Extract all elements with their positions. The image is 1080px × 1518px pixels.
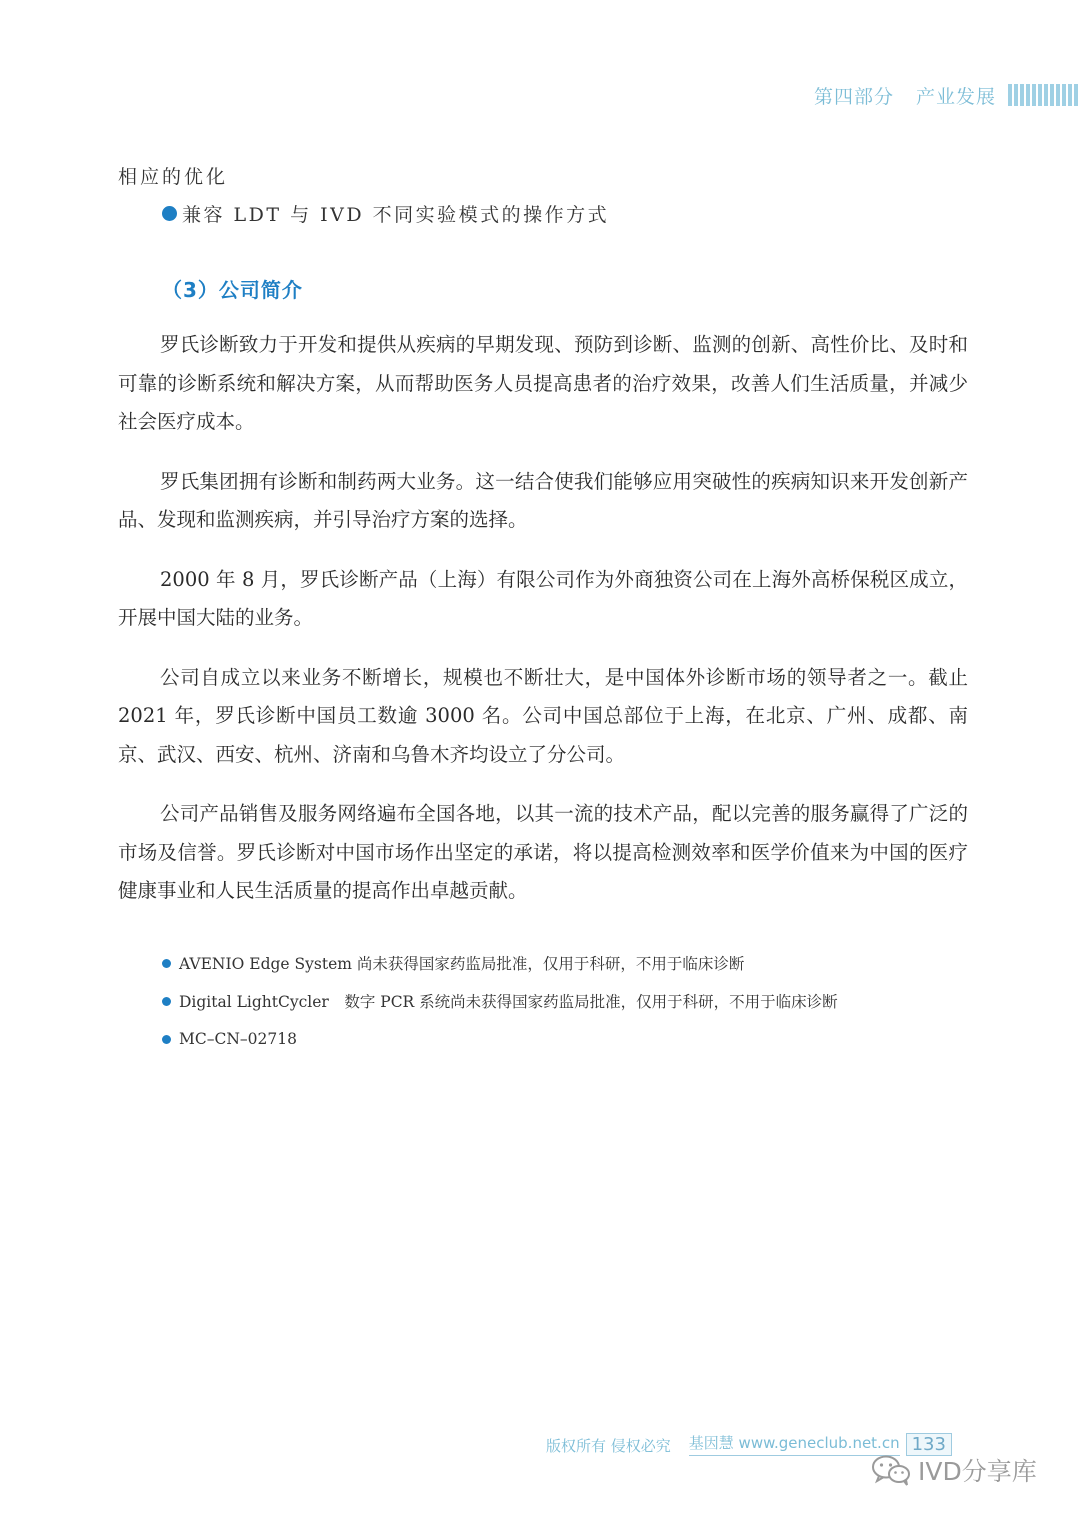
bullet-dot-icon <box>162 206 177 221</box>
footnote-text: Digital LightCycler 数字 PCR 系统尚未获得国家药监局批准，仅用于科研，不用于临床诊断 <box>179 993 838 1011</box>
footnote-item <box>162 944 838 982</box>
bullet-dot-icon <box>162 997 171 1006</box>
body-text <box>118 326 968 932</box>
watermark-text: IVD分享库 <box>918 1457 1037 1486</box>
footer-copyright: 版权所有 侵权必究 <box>546 1437 671 1455</box>
header-part: 第四部分 <box>813 85 894 108</box>
continued-fragment: 相应的优化 <box>118 166 229 188</box>
wechat-icon <box>870 1454 912 1486</box>
footnote-text: MC–CN–02718 <box>179 1030 297 1048</box>
footer-site: 基因慧 www.geneclub.net.cn <box>689 1432 900 1456</box>
bullet-dot-icon <box>162 959 171 968</box>
top-bullet-item <box>162 200 609 227</box>
paragraph: 罗氏集团拥有诊断和制药两大业务。这一结合使我们能够应用突破性的疾病知识来开发创新产品、发现和监测疾病，并引导治疗方案的选择。 <box>118 469 968 531</box>
watermark <box>870 1452 1037 1488</box>
footnote-item <box>162 982 838 1020</box>
footnote-text: AVENIO Edge System 尚未获得国家药监局批准，仅用于科研，不用于临床诊断 <box>179 955 745 973</box>
paragraph: 公司产品销售及服务网络遍布全国各地，以其一流的技术产品，配以完善的服务赢得了广泛的市场及信誉。罗氏诊断对中国市场作出坚定的承诺，将以提高检测效率和医学价值来为中国的医疗健康事业和人民生活质量的提高作出卓越贡献。 <box>118 802 968 902</box>
header-section: 产业发展 <box>915 85 996 108</box>
section-title: （3）公司简介 <box>162 278 303 302</box>
bullet-dot-icon <box>162 1035 171 1044</box>
paragraph: 2000 年 8 月，罗氏诊断产品（上海）有限公司作为外商独资公司在上海外高桥保税区成立，开展中国大陆的业务。 <box>118 567 968 629</box>
page-number: 133 <box>906 1433 952 1456</box>
footnote-item <box>162 1020 838 1058</box>
header-bars-decoration <box>1008 84 1080 106</box>
top-bullet-text: 兼容 LDT 与 IVD 不同实验模式的操作方式 <box>182 204 610 226</box>
paragraph: 罗氏诊断致力于开发和提供从疾病的早期发现、预防到诊断、监测的创新、高性价比、及时和可靠的诊断系统和解决方案，从而帮助医务人员提高患者的治疗效果，改善人们生活质量，并减少社会医疗成本。 <box>118 333 968 433</box>
paragraph: 公司自成立以来业务不断增长，规模也不断壮大，是中国体外诊断市场的领导者之一。截止 2021 年，罗氏诊断中国员工数逾 3000 名。公司中国总部位于上海，在北京、广州、成都、南京、武汉、西安、杭州、济南和乌鲁木齐均设立了分公司。 <box>118 665 968 766</box>
footnotes <box>162 944 838 1058</box>
running-header <box>814 80 1080 110</box>
